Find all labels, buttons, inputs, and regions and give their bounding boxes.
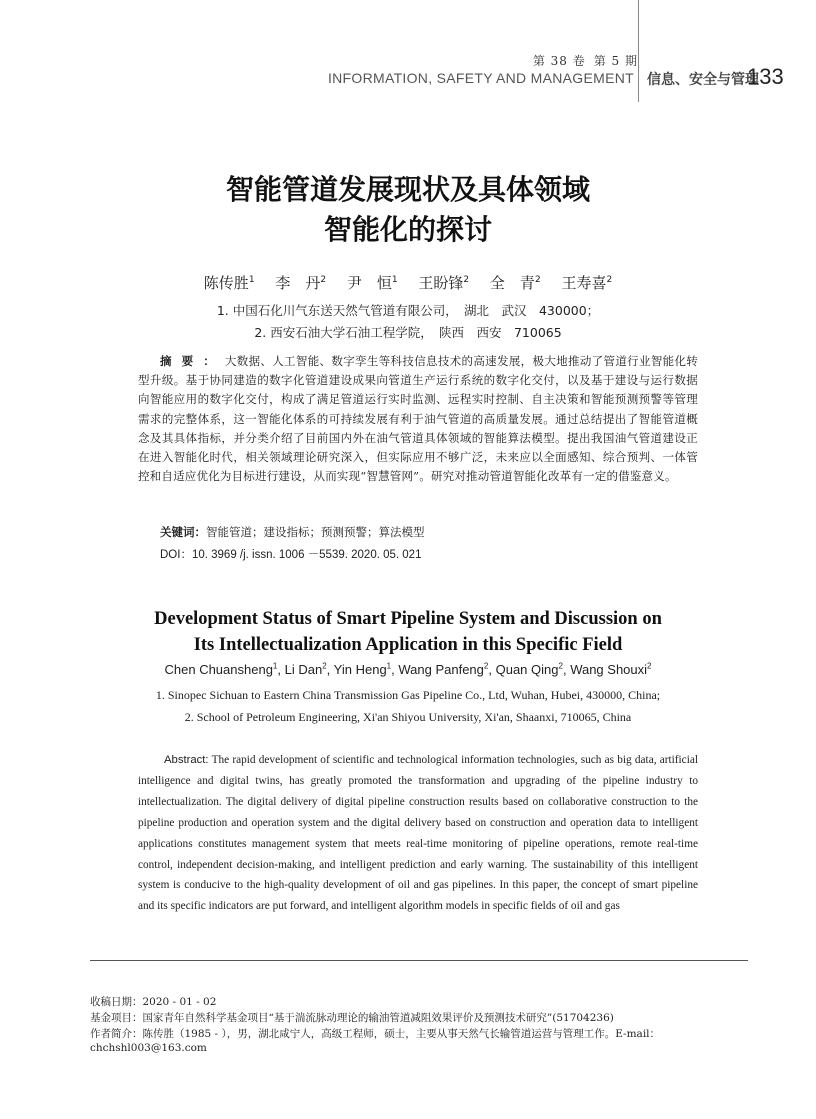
author-en: Yin Heng$^1$, — [333, 662, 395, 678]
author-cn: 尹 恒$^1$ — [346, 274, 398, 292]
affiliation-cn-1: 1. 中国石化川气东送天然气管道有限公司， 湖北 武汉 430000； — [216, 303, 600, 318]
footnote-fund: 基金项目：国家青年自然科学基金项目“基于湍流脉动理论的输油管道减阻效果评价及预测技术研究”(51704236) — [90, 1012, 614, 1024]
keywords-cn — [160, 524, 425, 540]
author-cn: 王盼锋$^2$ — [418, 274, 470, 292]
author-en: Quan Qing$^2$, — [495, 662, 567, 678]
abstract-en — [138, 750, 698, 917]
abstract-en-label: Abstract: — [164, 754, 209, 766]
affiliation-cn-2: 2. 西安石油大学石油工程学院， 陕西 西安 710065 — [254, 325, 562, 340]
author-en: Wang Panfeng$^2$, — [398, 662, 492, 678]
footnote-author-bio: 作者简介：陈传胜（1985 - ），男，湖北咸宁人，高级工程师，硕士，主要从事天然气长输管道运营与管理工作。E-mail： — [90, 1028, 661, 1040]
journal-name-en: INFORMATION, SAFETY AND MANAGEMENT — [327, 70, 634, 86]
title-cn-line2: 智能化的探讨 — [323, 213, 492, 246]
affiliation-en-2: 2. School of Petroleum Engineering, Xi'an Shiyou University, Xi'an, Shaanxi, 710065, China — [184, 710, 632, 724]
keywords-cn-text: 智能管道；建设指标；预测预警；算法模型 — [206, 525, 425, 539]
author-en: Li Dan$^2$, — [284, 662, 331, 678]
footnote-email: chchshl003@163.com — [90, 1042, 207, 1054]
section-name-cn: 信息、安全与管理 — [647, 72, 759, 88]
authors-en — [0, 662, 816, 677]
title-cn-line1: 智能管道发展现状及具体领域 — [225, 173, 590, 206]
title-en-line2: Its Intellectualization Application in this Specific Field — [193, 635, 623, 655]
abstract-cn-label: 摘要： — [160, 354, 225, 368]
author-en: Wang Shouxi$^2$ — [570, 662, 652, 678]
volume-issue — [533, 52, 638, 69]
header-divider — [638, 0, 639, 102]
keywords-cn-label: 关键词： — [160, 525, 206, 539]
page-number: 133 — [747, 64, 784, 89]
author-cn: 王寿喜$^2$ — [561, 274, 613, 292]
title-en — [0, 606, 816, 658]
footnote-received: 收稿日期：2020 - 01 - 02 — [90, 996, 217, 1008]
title-cn — [0, 170, 816, 250]
issue: 第 5 期 — [593, 54, 638, 68]
doi: DOI：10. 3969 /j. issn. 1006 －5539. 2020. 05. 021 — [160, 549, 422, 561]
author-en: Chen Chuansheng$^1$, — [164, 662, 281, 678]
abstract-en-text: The rapid development of scientific and technological information technologies, such as big data, artificial intelligence and digital twins, has greatly promoted the transformation and upgrading of the pipeline industry to intellectualization. The digital delivery of digital pipeline construction results based on collaborative construction to the pipeline production and operation system and the digital delivery based on construction and operation data to intelligent applications constitutes management system that meets real-time monitoring of pipeline operations, remote real-time control, independent decision-making, and intelligent prediction and early warning. The sustainability of this intelligent system is conducive to the high-quality development of oil and gas pipelines. In this paper, the concept of smart pipeline and its specific indicators are put forward, and intelligent algorithm models in specific fields of oil and gas — [138, 754, 698, 913]
authors-cn — [0, 272, 816, 293]
author-cn: 全 青$^2$ — [489, 274, 541, 292]
affiliation-en-1: 1. Sinopec Sichuan to Eastern China Transmission Gas Pipeline Co., Ltd, Wuhan, Hubei, 430000, China; — [155, 688, 661, 702]
title-en-line1: Development Status of Smart Pipeline System and Discussion on — [154, 609, 662, 629]
abstract-cn-text: 大数据、人工智能、数字孪生等科技信息技术的高速发展，极大地推动了管道行业智能化转型升级。基于协同建造的数字化管道建设成果向管道生产运行系统的数字化交付，以及基于建设与运行数据向智能应用的数字化交付，构成了满足管道运行实时监测、远程实时控制、自主决策和智能预测预警等管理需求的完整体系，这一智能化体系的可持续发展有利于油气管道的高质量发展。通过总结提出了智能管道概念及其具体指标，并分类介绍了目前国内外在油气管道具体领域的智能算法模型。提出我国油气管道建设正在进入智能化时代，相关领域理论研究深入，但实际应用不够广泛，未来应以全面感知、综合预判、一体管控和自适应优化为目标进行建设，从而实现“智慧管网”。研究对推动管道智能化改革有一定的借鉴意义。 — [138, 354, 699, 484]
footnote-divider — [90, 960, 748, 961]
author-cn: 陈传胜$^1$ — [203, 274, 255, 292]
volume: 第 38 卷 — [532, 54, 586, 68]
author-cn: 李 丹$^2$ — [275, 274, 327, 292]
abstract-cn — [138, 352, 698, 486]
